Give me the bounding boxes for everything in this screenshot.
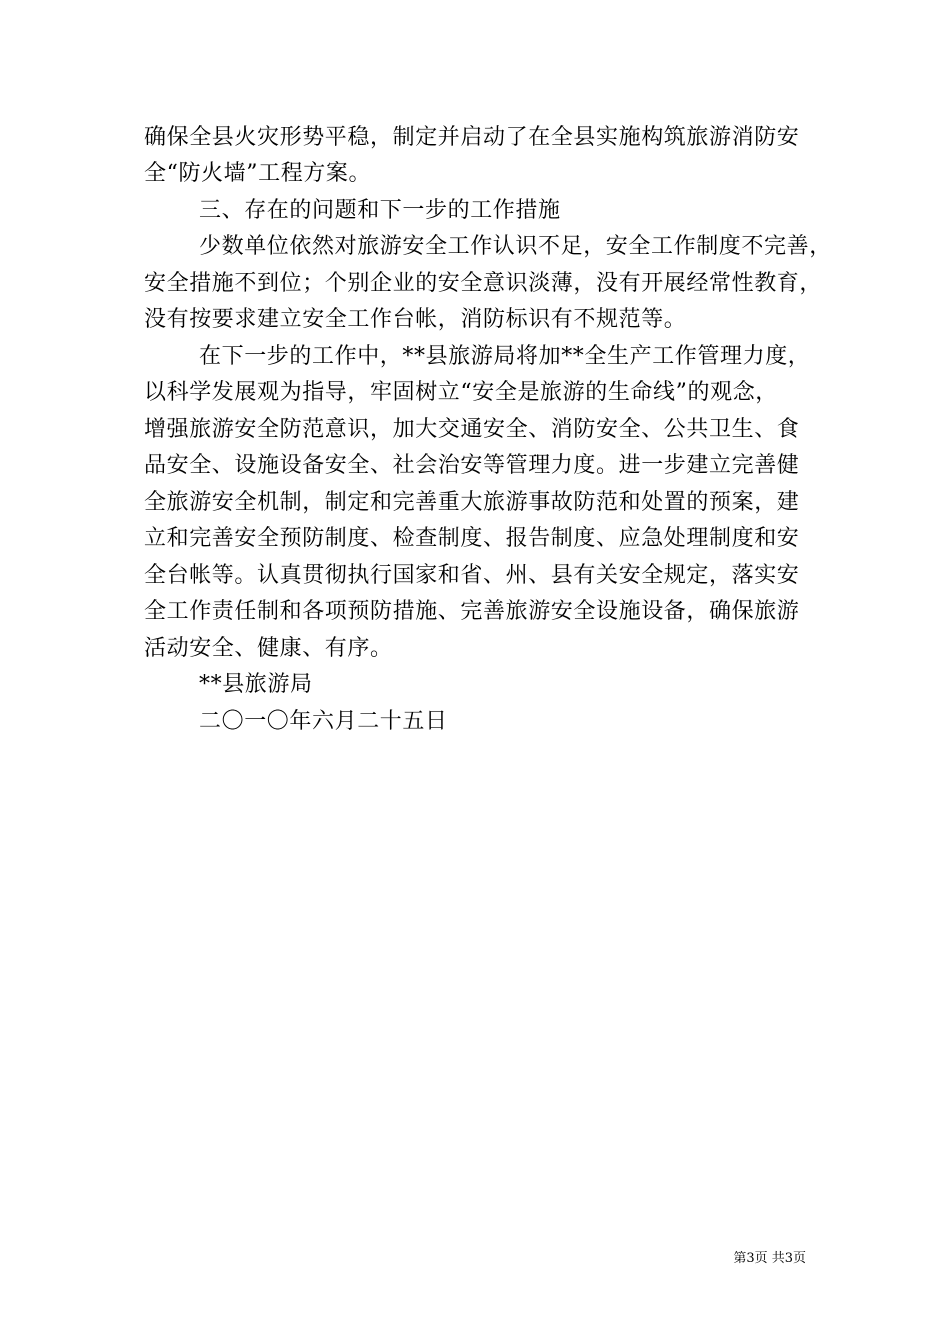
body-text-line: 没有按要求建立安全工作台帐，消防标识有不规范等。 xyxy=(144,307,687,332)
body-text-line: 以科学发展观为指导，牢固树立“安全是旅游的生命线”的观念， xyxy=(144,380,778,405)
body-text-line: 全工作责任制和各项预防措施、完善旅游安全设施设备，确保旅游 xyxy=(144,599,800,624)
body-text-line: 增强旅游安全防范意识，加大交通安全、消防安全、公共卫生、食 xyxy=(144,417,800,442)
page-number-footer: 第3页 共3页 xyxy=(733,1251,806,1266)
body-text-line: 少数单位依然对旅游安全工作认识不足，安全工作制度不完善， xyxy=(199,234,832,259)
section-heading: 三、存在的问题和下一步的工作措施 xyxy=(199,198,561,223)
body-text-line: 全台帐等。认真贯彻执行国家和省、州、县有关安全规定，落实安 xyxy=(144,563,800,588)
body-text-line: 全旅游安全机制，制定和完善重大旅游事故防范和处置的预案，建 xyxy=(144,490,800,515)
body-text-line: 活动安全、健康、有序。 xyxy=(144,636,393,661)
signature-date: 二〇一〇年六月二十五日 xyxy=(199,709,448,734)
signature-organization: **县旅游局 xyxy=(199,672,313,697)
body-text-line: 全“防火墙”工程方案。 xyxy=(144,161,372,186)
body-text-line: 确保全县火灾形势平稳，制定并启动了在全县实施构筑旅游消防安 xyxy=(144,125,800,150)
body-text-line: 安全措施不到位；个别企业的安全意识淡薄，没有开展经常性教育， xyxy=(144,271,823,296)
body-text-line: 品安全、设施设备安全、社会治安等管理力度。进一步建立完善健 xyxy=(144,453,800,478)
body-text-line: 立和完善安全预防制度、检查制度、报告制度、应急处理制度和安 xyxy=(144,526,800,551)
body-text-line: 在下一步的工作中，**县旅游局将加**全生产工作管理力度， xyxy=(199,344,811,369)
